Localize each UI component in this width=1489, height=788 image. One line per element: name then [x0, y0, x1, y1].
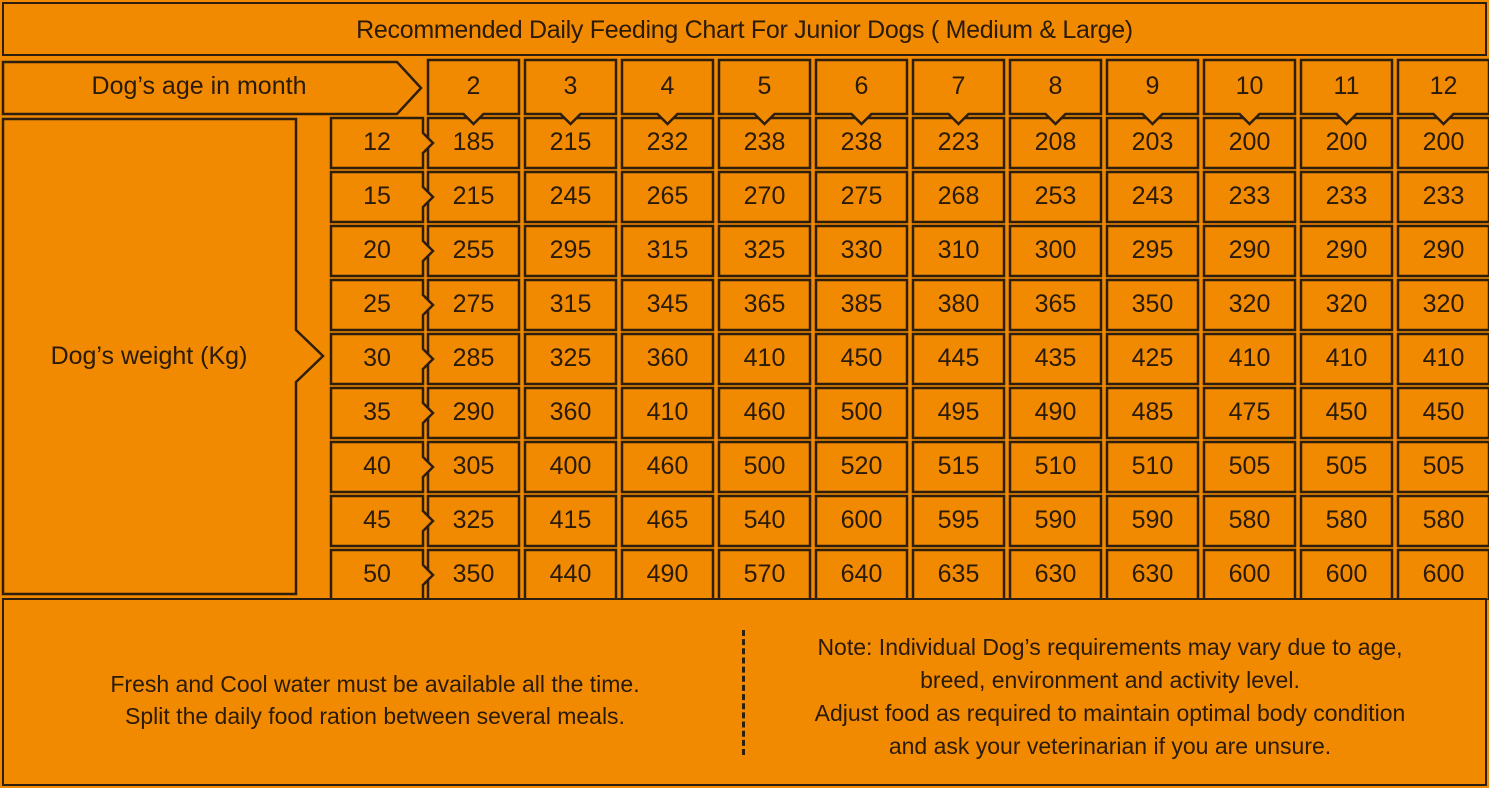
feeding-value: 325: [549, 344, 592, 372]
age-header-value: 3: [563, 72, 578, 100]
feeding-value: 290: [1422, 236, 1465, 264]
feeding-value: 410: [1325, 344, 1368, 372]
weight-header-value: 45: [363, 506, 391, 534]
feeding-value: 360: [646, 344, 689, 372]
feeding-value: 570: [743, 560, 786, 588]
note-line-2: breed, environment and activity level.: [920, 667, 1300, 693]
age-header-value: 11: [1333, 72, 1360, 100]
feeding-value: 290: [1228, 236, 1271, 264]
feeding-value: 485: [1131, 398, 1174, 426]
feeding-value: 600: [1422, 560, 1465, 588]
feeding-value: 360: [549, 398, 592, 426]
feeding-value: 540: [743, 506, 786, 534]
feeding-value: 238: [840, 128, 883, 156]
feeding-value: 200: [1422, 128, 1465, 156]
feeding-value: 233: [1422, 182, 1465, 210]
feeding-value: 580: [1422, 506, 1465, 534]
feeding-value: 385: [840, 290, 883, 318]
age-header-value: 6: [854, 72, 869, 100]
feeding-value: 305: [452, 452, 495, 480]
feeding-value: 295: [1131, 236, 1174, 264]
feeding-value: 215: [549, 128, 592, 156]
feeding-value: 410: [743, 344, 786, 372]
feeding-value: 345: [646, 290, 689, 318]
feeding-value: 595: [937, 506, 980, 534]
feeding-value: 233: [1228, 182, 1271, 210]
feeding-value: 450: [840, 344, 883, 372]
feeding-value: 505: [1325, 452, 1368, 480]
feeding-value: 365: [1034, 290, 1077, 318]
feeding-value: 290: [452, 398, 495, 426]
feeding-value: 203: [1131, 128, 1174, 156]
feeding-value: 320: [1325, 290, 1368, 318]
feeding-value: 500: [743, 452, 786, 480]
feeding-value: 630: [1131, 560, 1174, 588]
age-axis-label: Dog’s age in month: [91, 72, 307, 100]
feeding-value: 270: [743, 182, 786, 210]
footer-tips: [30, 668, 720, 732]
feeding-value: 350: [1131, 290, 1174, 318]
feeding-value: 325: [452, 506, 495, 534]
feeding-value: 380: [937, 290, 980, 318]
feeding-value: 590: [1131, 506, 1174, 534]
feeding-value: 425: [1131, 344, 1174, 372]
note-line-3: Adjust food as required to maintain optimal body condition: [814, 700, 1406, 726]
feeding-value: 275: [452, 290, 495, 318]
feeding-value: 450: [1422, 398, 1465, 426]
feeding-value: 295: [549, 236, 592, 264]
feeding-value: 410: [646, 398, 689, 426]
feeding-value: 290: [1325, 236, 1368, 264]
feeding-value: 510: [1034, 452, 1077, 480]
feeding-value: 505: [1422, 452, 1465, 480]
feeding-value: 600: [840, 506, 883, 534]
feeding-value: 315: [549, 290, 592, 318]
feeding-value: 243: [1131, 182, 1174, 210]
feeding-value: 315: [646, 236, 689, 264]
feeding-value: 600: [1325, 560, 1368, 588]
meal-tip: Split the daily food ration between several meals.: [125, 703, 625, 729]
feeding-value: 215: [452, 182, 495, 210]
feeding-value: 255: [452, 236, 495, 264]
feeding-value: 245: [549, 182, 592, 210]
feeding-value: 265: [646, 182, 689, 210]
feeding-value: 185: [452, 128, 495, 156]
feeding-value: 233: [1325, 182, 1368, 210]
feeding-value: 440: [549, 560, 592, 588]
feeding-value: 445: [937, 344, 980, 372]
age-header-value: 7: [951, 72, 966, 100]
feeding-value: 580: [1325, 506, 1368, 534]
age-header-value: 12: [1429, 72, 1458, 100]
feeding-value: 515: [937, 452, 980, 480]
feeding-value: 510: [1131, 452, 1174, 480]
weight-header-value: 15: [363, 182, 391, 210]
feeding-value: 268: [937, 182, 980, 210]
age-header-value: 2: [466, 72, 481, 100]
weight-header-value: 50: [363, 560, 391, 588]
feeding-value: 320: [1422, 290, 1465, 318]
weight-header-value: 12: [363, 128, 391, 156]
chart-title: Recommended Daily Feeding Chart For Junior Dogs ( Medium & Large): [356, 16, 1133, 44]
weight-header-value: 25: [363, 290, 391, 318]
feeding-value: 630: [1034, 560, 1077, 588]
footer-note: [760, 631, 1460, 763]
feeding-value: 365: [743, 290, 786, 318]
water-tip: Fresh and Cool water must be available all the time.: [110, 671, 640, 697]
feeding-value: 590: [1034, 506, 1077, 534]
feeding-value: 200: [1325, 128, 1368, 156]
feeding-value: 490: [1034, 398, 1077, 426]
age-header-value: 4: [660, 72, 675, 100]
feeding-value: 505: [1228, 452, 1271, 480]
note-line-4: and ask your veterinarian if you are unsure.: [888, 733, 1332, 759]
weight-header-value: 40: [363, 452, 391, 480]
feeding-value: 238: [743, 128, 786, 156]
feeding-value: 465: [646, 506, 689, 534]
feeding-value: 435: [1034, 344, 1077, 372]
feeding-value: 208: [1034, 128, 1077, 156]
feeding-value: 200: [1228, 128, 1271, 156]
age-header-value: 10: [1235, 72, 1264, 100]
age-header-value: 8: [1048, 72, 1063, 100]
feeding-value: 640: [840, 560, 883, 588]
feeding-value: 223: [937, 128, 980, 156]
feeding-value: 460: [743, 398, 786, 426]
feeding-value: 320: [1228, 290, 1271, 318]
feeding-value: 410: [1228, 344, 1271, 372]
feeding-value: 310: [937, 236, 980, 264]
feeding-value: 475: [1228, 398, 1271, 426]
feeding-value: 635: [937, 560, 980, 588]
feeding-value: 520: [840, 452, 883, 480]
feeding-value: 400: [549, 452, 592, 480]
weight-header-value: 30: [363, 344, 391, 372]
feeding-value: 415: [549, 506, 592, 534]
feeding-value: 600: [1228, 560, 1271, 588]
note-line-1: Note: Individual Dog’s requirements may vary due to age,: [817, 634, 1403, 660]
feeding-value: 450: [1325, 398, 1368, 426]
age-header-value: 5: [757, 72, 772, 100]
feeding-value: 300: [1034, 236, 1077, 264]
feeding-value: 275: [840, 182, 883, 210]
feeding-value: 460: [646, 452, 689, 480]
weight-header-value: 20: [363, 236, 391, 264]
feeding-value: 495: [937, 398, 980, 426]
feeding-value: 500: [840, 398, 883, 426]
feeding-value: 350: [452, 560, 495, 588]
feeding-value: 410: [1422, 344, 1465, 372]
feeding-value: 253: [1034, 182, 1077, 210]
footer-divider: [742, 630, 745, 755]
feeding-value: 325: [743, 236, 786, 264]
feeding-value: 285: [452, 344, 495, 372]
feeding-value: 580: [1228, 506, 1271, 534]
feeding-value: 330: [840, 236, 883, 264]
age-header-value: 9: [1145, 72, 1160, 100]
weight-axis-label: Dog’s weight (Kg): [50, 342, 248, 370]
feeding-value: 490: [646, 560, 689, 588]
feeding-value: 232: [646, 128, 689, 156]
weight-header-value: 35: [363, 398, 391, 426]
